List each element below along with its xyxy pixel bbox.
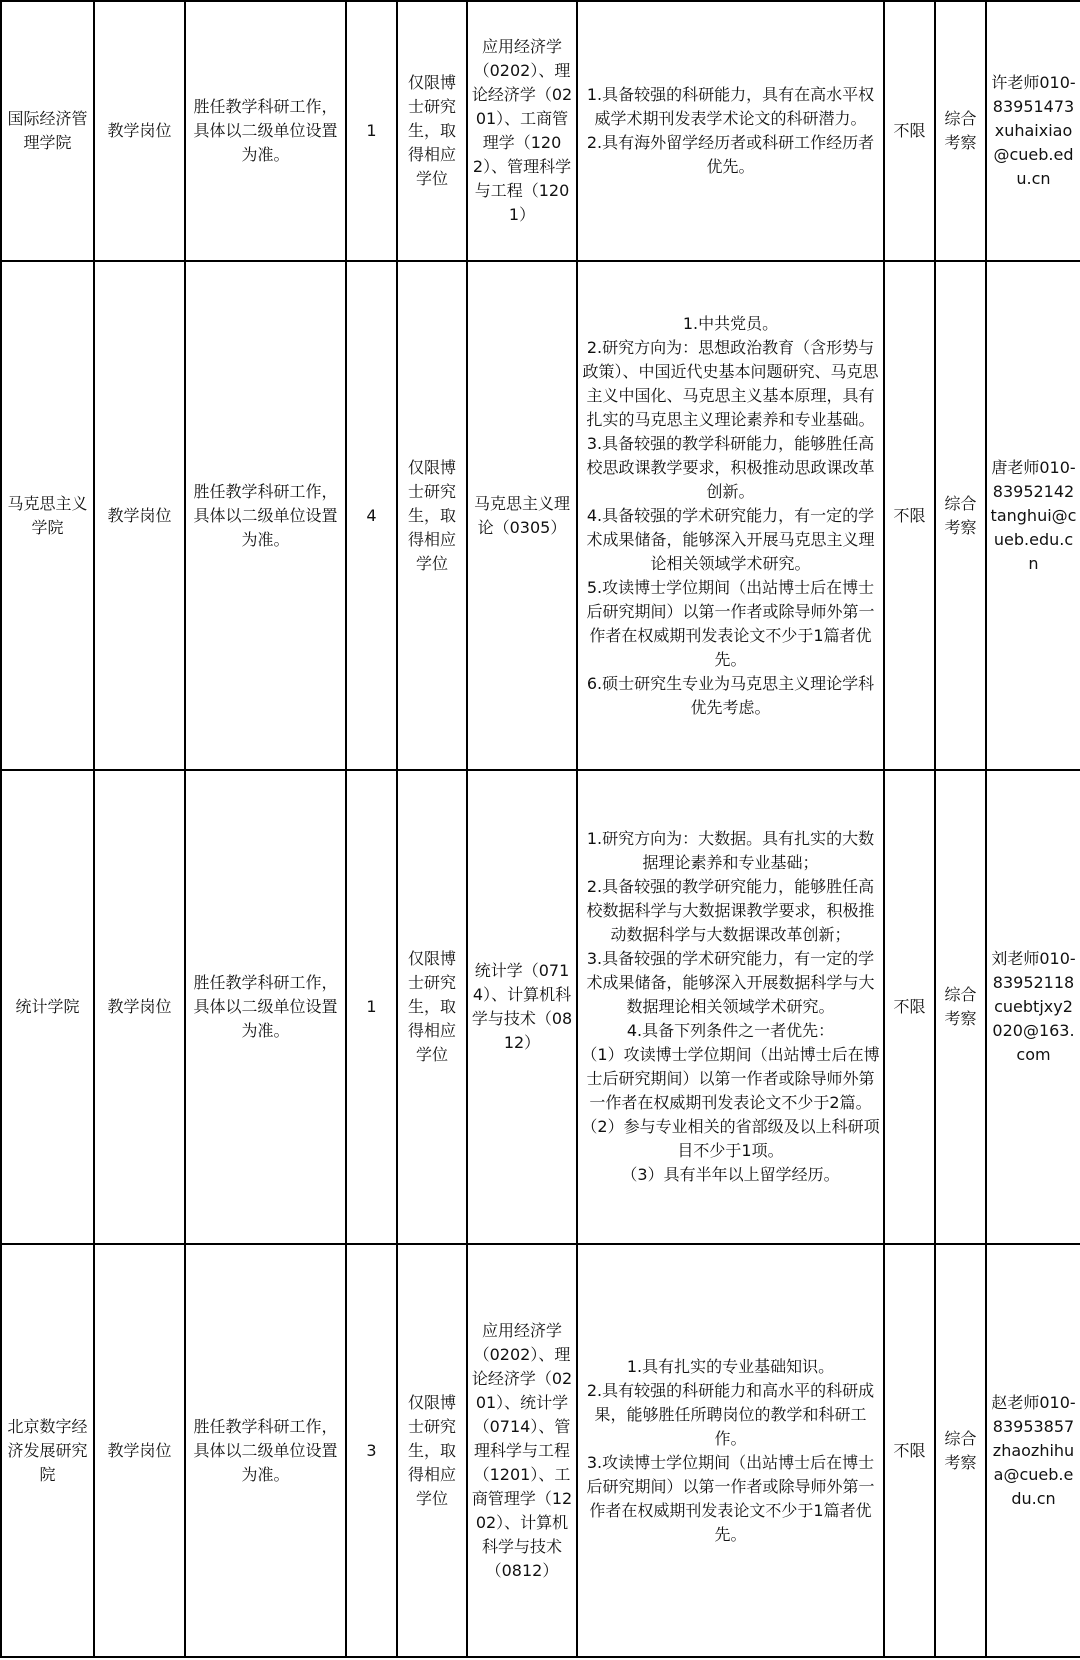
contact-cell: 赵老师010-83953857zhaozhihua@cueb.edu.cn (986, 1244, 1080, 1657)
method-cell: 综合考察 (935, 770, 986, 1244)
requirement-item: 1.具备较强的科研能力，具有在高水平权威学术期刊发表学术论文的科研潜力。 (586, 85, 875, 128)
major-cell: 应用经济学（0202）、理论经济学（0201）、统计学（0714）、管理科学与工程（1201）、工商管理学（1202）、计算机科学与技术（0812） (467, 1244, 577, 1657)
age-cell: 不限 (884, 261, 935, 770)
education-cell: 仅限博士研究生，取得相应学位 (397, 770, 467, 1244)
department-cell: 统计学院 (1, 770, 94, 1244)
duty-cell: 胜任教学科研工作，具体以二级单位设置为准。 (185, 770, 346, 1244)
contact-cell: 刘老师010-83952118cuebtjxy2020@163.com (986, 770, 1080, 1244)
requirement-item: 2.具有较强的科研能力和高水平的科研成果，能够胜任所聘岗位的教学和科研工作。 (586, 1380, 875, 1448)
requirement-item: 1.中共党员。 (682, 313, 779, 333)
count-cell: 1 (346, 1, 397, 261)
requirement-item: （1）攻读博士学位期间（出站博士后在博士后研究期间）以第一作者或除导师外第一作者在权威期刊发表论文不少于2篇。 (581, 1045, 880, 1112)
post-type-cell: 教学岗位 (94, 770, 185, 1244)
duty-cell: 胜任教学科研工作，具体以二级单位设置为准。 (185, 1, 346, 261)
requirement-item: 4.具备较强的学术研究能力，有一定的学术成果储备，能够深入开展马克思主义理论相关领域学术研究。 (586, 505, 875, 573)
count-cell: 3 (346, 1244, 397, 1657)
requirement-item: 4.具备下列条件之一者优先： (626, 1021, 835, 1040)
table-row (1, 1244, 1080, 1657)
table-row (1, 1, 1080, 261)
education-cell: 仅限博士研究生，取得相应学位 (397, 1244, 467, 1657)
requirement-item: 3.具备较强的教学科研能力，能够胜任高校思政课教学要求，积极推动思政课改革创新。 (586, 433, 875, 501)
department-cell: 北京数字经济发展研究院 (1, 1244, 94, 1657)
education-cell: 仅限博士研究生，取得相应学位 (397, 261, 467, 770)
method-cell: 综合考察 (935, 261, 986, 770)
method-cell: 综合考察 (935, 1, 986, 261)
contact-cell: 唐老师010-83952142tanghui@cueb.edu.cn (986, 261, 1080, 770)
age-cell: 不限 (884, 770, 935, 1244)
post-type-cell: 教学岗位 (94, 1244, 185, 1657)
education-cell: 仅限博士研究生，取得相应学位 (397, 1, 467, 261)
requirement-item: 2.具有海外留学经历者或科研工作经历者优先。 (586, 133, 875, 176)
requirements-cell (577, 1, 884, 261)
post-type-cell: 教学岗位 (94, 1, 185, 261)
requirement-item: 2.具备较强的教学研究能力，能够胜任高校数据科学与大数据课教学要求，积极推动数据科学与大数据课改革创新； (586, 877, 875, 944)
requirements-cell (577, 1244, 884, 1657)
requirement-item: 3.具备较强的学术研究能力，有一定的学术成果储备，能够深入开展数据科学与大数据理论相关领域学术研究。 (586, 949, 875, 1016)
department-cell: 国际经济管理学院 (1, 1, 94, 261)
requirement-item: 6.硕士研究生专业为马克思主义理论学科优先考虑。 (586, 673, 875, 717)
requirement-item: 2.研究方向为：思想政治教育（含形势与政策）、中国近代史基本问题研究、马克思主义中国化、马克思主义基本原理，具有扎实的马克思主义理论素养和专业基础。 (582, 337, 879, 429)
age-cell: 不限 (884, 1, 935, 261)
requirements-cell (577, 261, 884, 770)
duty-cell: 胜任教学科研工作，具体以二级单位设置为准。 (185, 1244, 346, 1657)
requirements-cell (577, 770, 884, 1244)
post-type-cell: 教学岗位 (94, 261, 185, 770)
method-cell: 综合考察 (935, 1244, 986, 1657)
contact-cell: 许老师010-83951473xuhaixiao@cueb.edu.cn (986, 1, 1080, 261)
requirement-item: （2）参与专业相关的省部级及以上科研项目不少于1项。 (581, 1117, 880, 1160)
major-cell: 应用经济学（0202）、理论经济学（0201）、工商管理学（1202）、管理科学与工程（1201） (467, 1, 577, 261)
count-cell: 1 (346, 770, 397, 1244)
table-row (1, 261, 1080, 770)
requirement-item: 1.具有扎实的专业基础知识。 (626, 1356, 835, 1376)
count-cell: 4 (346, 261, 397, 770)
table-row (1, 770, 1080, 1244)
major-cell: 统计学（0714）、计算机科学与技术（0812） (467, 770, 577, 1244)
requirement-item: （3）具有半年以上留学经历。 (621, 1165, 840, 1184)
department-cell: 马克思主义学院 (1, 261, 94, 770)
requirement-item: 5.攻读博士学位期间（出站博士后在博士后研究期间）以第一作者或除导师外第一作者在权威期刊发表论文不少于1篇者优先。 (586, 577, 875, 669)
age-cell: 不限 (884, 1244, 935, 1657)
duty-cell: 胜任教学科研工作，具体以二级单位设置为准。 (185, 261, 346, 770)
requirement-item: 1.研究方向为：大数据。具有扎实的大数据理论素养和专业基础； (586, 829, 875, 872)
major-cell: 马克思主义理论（0305） (467, 261, 577, 770)
requirement-item: 3.攻读博士学位期间（出站博士后在博士后研究期间）以第一作者或除导师外第一作者在权威期刊发表论文不少于1篇者优先。 (586, 1452, 875, 1544)
